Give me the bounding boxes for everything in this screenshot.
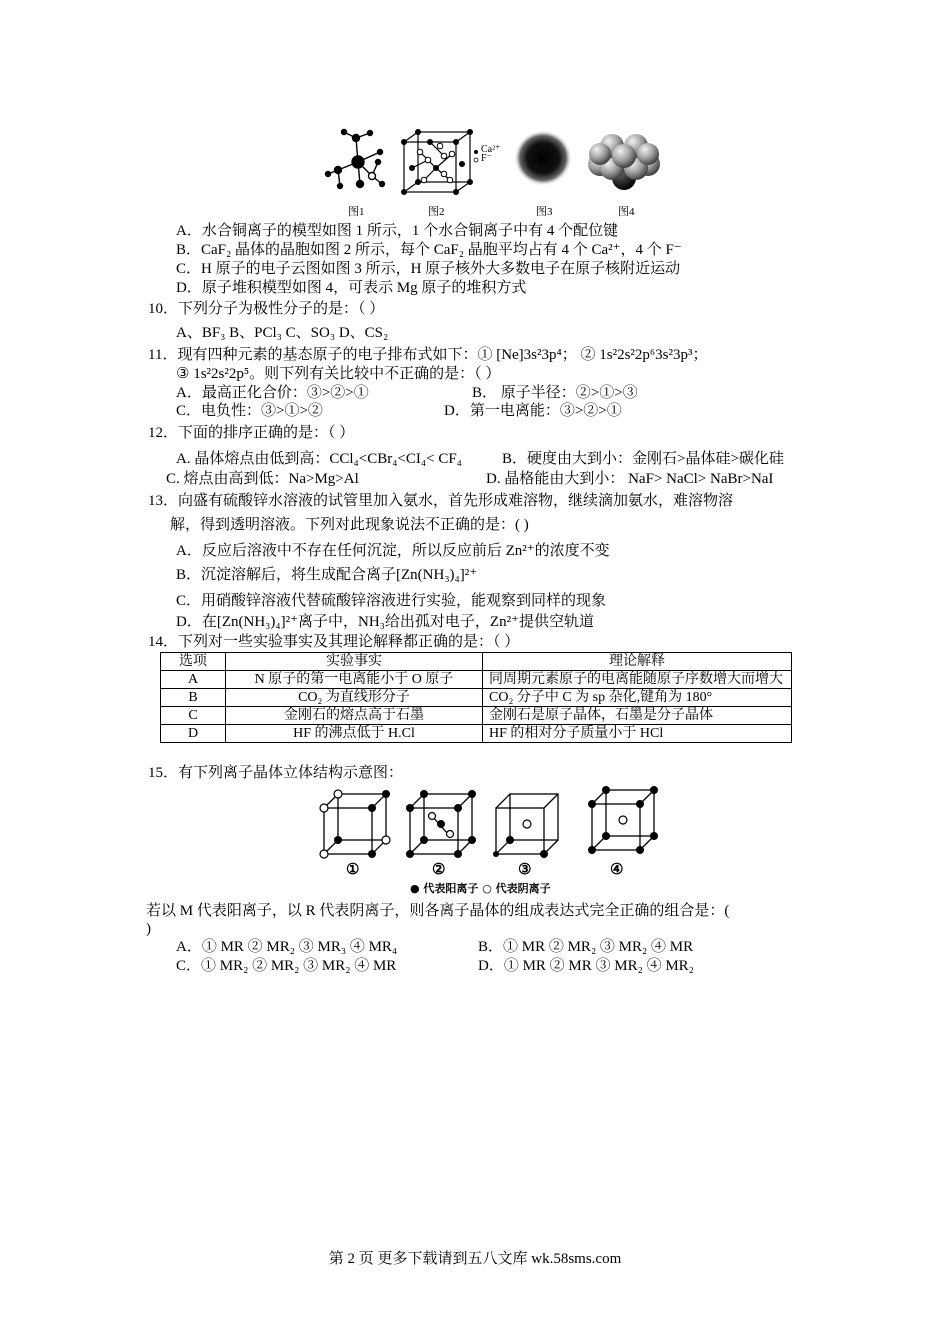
header-option: 选项 xyxy=(161,653,226,671)
row-c-explanation: 金刚石是原子晶体，石墨是分子晶体 xyxy=(483,707,792,725)
q13-option-d: D．在[Zn(NH₃)₄]²⁺离子中，NH₃给出孤对电子，Zn²⁺提供空轨道 xyxy=(176,614,594,630)
q11-option-a: A．最高正化合价：③>②>① xyxy=(176,385,369,401)
header-fact: 实验事实 xyxy=(226,653,483,671)
row-a-explanation: 同周期元素原子的电离能随原子序数增大而增大 xyxy=(483,671,792,689)
row-a-option: A xyxy=(161,671,226,689)
q12-option-a: A. 晶体熔点由低到高：CCl₄<CBr₄<CI₄< CF₄ xyxy=(176,451,462,467)
table-row xyxy=(161,689,792,707)
q13-stem: 13．向盛有硫酸锌水溶液的试管里加入氨水，首先形成难溶物，继续滴加氨水，难溶物溶 xyxy=(148,493,734,509)
q9-option-d: D．原子堆积模型如图 4，可表示 Mg 原子的堆积方式 xyxy=(176,280,527,296)
row-c-option: C xyxy=(161,707,226,725)
crystal-label-3: ③ xyxy=(518,862,532,878)
figure-4-atom-stacking xyxy=(586,128,666,192)
figure-1-caption: 图1 xyxy=(348,206,365,218)
q14-table xyxy=(160,652,792,743)
q15-option-b: B．① MR ② MR₂ ③ MR₂ ④ MR xyxy=(478,939,694,955)
q13-option-c: C．用硝酸锌溶液代替硫酸锌溶液进行实验，能观察到同样的现象 xyxy=(176,593,607,609)
q15-question-end: ) xyxy=(146,921,151,937)
row-d-fact: HF 的沸点低于 H.Cl xyxy=(226,725,483,743)
crystal-structure-2 xyxy=(404,788,480,860)
q13-option-b: B．沉淀溶解后，将生成配合离子[Zn(NH₃)₄]²⁺ xyxy=(176,567,478,583)
row-b-option: B xyxy=(161,689,226,707)
row-c-fact: 金刚石的熔点高于石墨 xyxy=(226,707,483,725)
row-a-fact: N 原子的第一电离能小于 O 原子 xyxy=(226,671,483,689)
figure-3-electron-cloud xyxy=(512,128,574,188)
q14-stem: 14．下列对一些实验事实及其理论解释都正确的是：（ ） xyxy=(148,634,520,650)
figure-3-caption: 图3 xyxy=(536,206,553,218)
row-b-fact: CO₂ 为直线形分子 xyxy=(226,689,483,707)
crystal-label-4: ④ xyxy=(610,862,624,878)
q12-option-d: D. 晶格能由大到小： NaF> NaCl> NaBr>NaI xyxy=(486,471,774,487)
q9-option-a: A．水合铜离子的模型如图 1 所示，1 个水合铜离子中有 4 个配位键 xyxy=(176,223,619,239)
row-d-option: D xyxy=(161,725,226,743)
q9-option-b: B．CaF₂ 晶体的晶胞如图 2 所示，每个 CaF₂ 晶胞平均占有 4 个 Ca²⁺，4 个 F⁻ xyxy=(176,242,682,258)
q13-stem-2: 解，得到透明溶液。下列对此现象说法不正确的是：( ) xyxy=(170,517,529,533)
q12-option-c: C. 熔点由高到低：Na>Mg>Al xyxy=(166,471,359,487)
q11-option-b: B． 原子半径：②>①>③ xyxy=(472,385,638,401)
header-explanation: 理论解释 xyxy=(483,653,792,671)
row-d-explanation: HF 的相对分子质量小于 HCl xyxy=(483,725,792,743)
figure-1-hydrated-copper-ion xyxy=(320,126,400,196)
row-b-explanation: CO₂ 分子中 C 为 sp 杂化,键角为 180° xyxy=(483,689,792,707)
q11-stem: 11．现有四种元素的基态原子的电子排布式如下：① [Ne]3s²3p⁴； ② 1s²2s²2p⁶3s²3p³； xyxy=(148,347,708,363)
q11-option-c: C．电负性：③>①>② xyxy=(176,403,323,419)
table-row xyxy=(161,707,792,725)
q12-stem: 12．下面的排序正确的是：（ ） xyxy=(148,425,355,441)
figure-2-ca-label: Ca²⁺ xyxy=(481,144,501,155)
q12-option-b: B．硬度由大到小：金刚石>晶体硅>碳化硅 xyxy=(502,451,784,467)
figure-2-f-label: F⁻ xyxy=(481,153,492,164)
q15-option-c: C．① MR₂ ② MR₂ ③ MR₂ ④ MR xyxy=(176,958,397,974)
q11-option-d: D．第一电离能：③>②>① xyxy=(444,403,622,419)
figure-2-caption: 图2 xyxy=(428,206,445,218)
crystal-label-1: ① xyxy=(346,862,360,878)
q13-option-a: A．反应后溶液中不存在任何沉淀，所以反应前后 Zn²⁺的浓度不变 xyxy=(176,543,610,559)
page-footer: 第 2 页 更多下载请到五八文库 wk.58sms.com xyxy=(328,1251,622,1267)
q9-option-c: C．H 原子的电子云图如图 3 所示，H 原子核外大多数电子在原子核附近运动 xyxy=(176,261,681,277)
q11-stem-2: ③ 1s²2s²2p⁵。则下列有关比较中不正确的是：（ ） xyxy=(176,366,501,382)
table-row xyxy=(161,671,792,689)
crystal-legend: ● 代表阳离子 ○ 代表阴离子 xyxy=(410,882,551,895)
q15-stem: 15．有下列离子晶体立体结构示意图： xyxy=(148,765,404,781)
crystal-label-2: ② xyxy=(432,862,446,878)
crystal-structure-3 xyxy=(490,788,566,860)
q15-option-d: D．① MR ② MR ③ MR₂ ④ MR₂ xyxy=(478,958,694,974)
q15-option-a: A．① MR ② MR₂ ③ MR₃ ④ MR₄ xyxy=(176,939,398,955)
figure-4-caption: 图4 xyxy=(618,206,635,218)
crystal-structure-1 xyxy=(318,788,394,860)
table-row xyxy=(161,725,792,743)
q10-options: A、BF₃ B、PCl₃ C、SO₃ D、CS₂ xyxy=(176,325,389,341)
crystal-structure-4 xyxy=(586,784,662,856)
q15-question: 若以 M 代表阳离子，以 R 代表阴离子，则各离子晶体的组成表达式完全正确的组合是：( xyxy=(146,903,730,919)
table-header-row xyxy=(161,653,792,671)
q10-stem: 10．下列分子为极性分子的是：（ ） xyxy=(148,301,385,317)
